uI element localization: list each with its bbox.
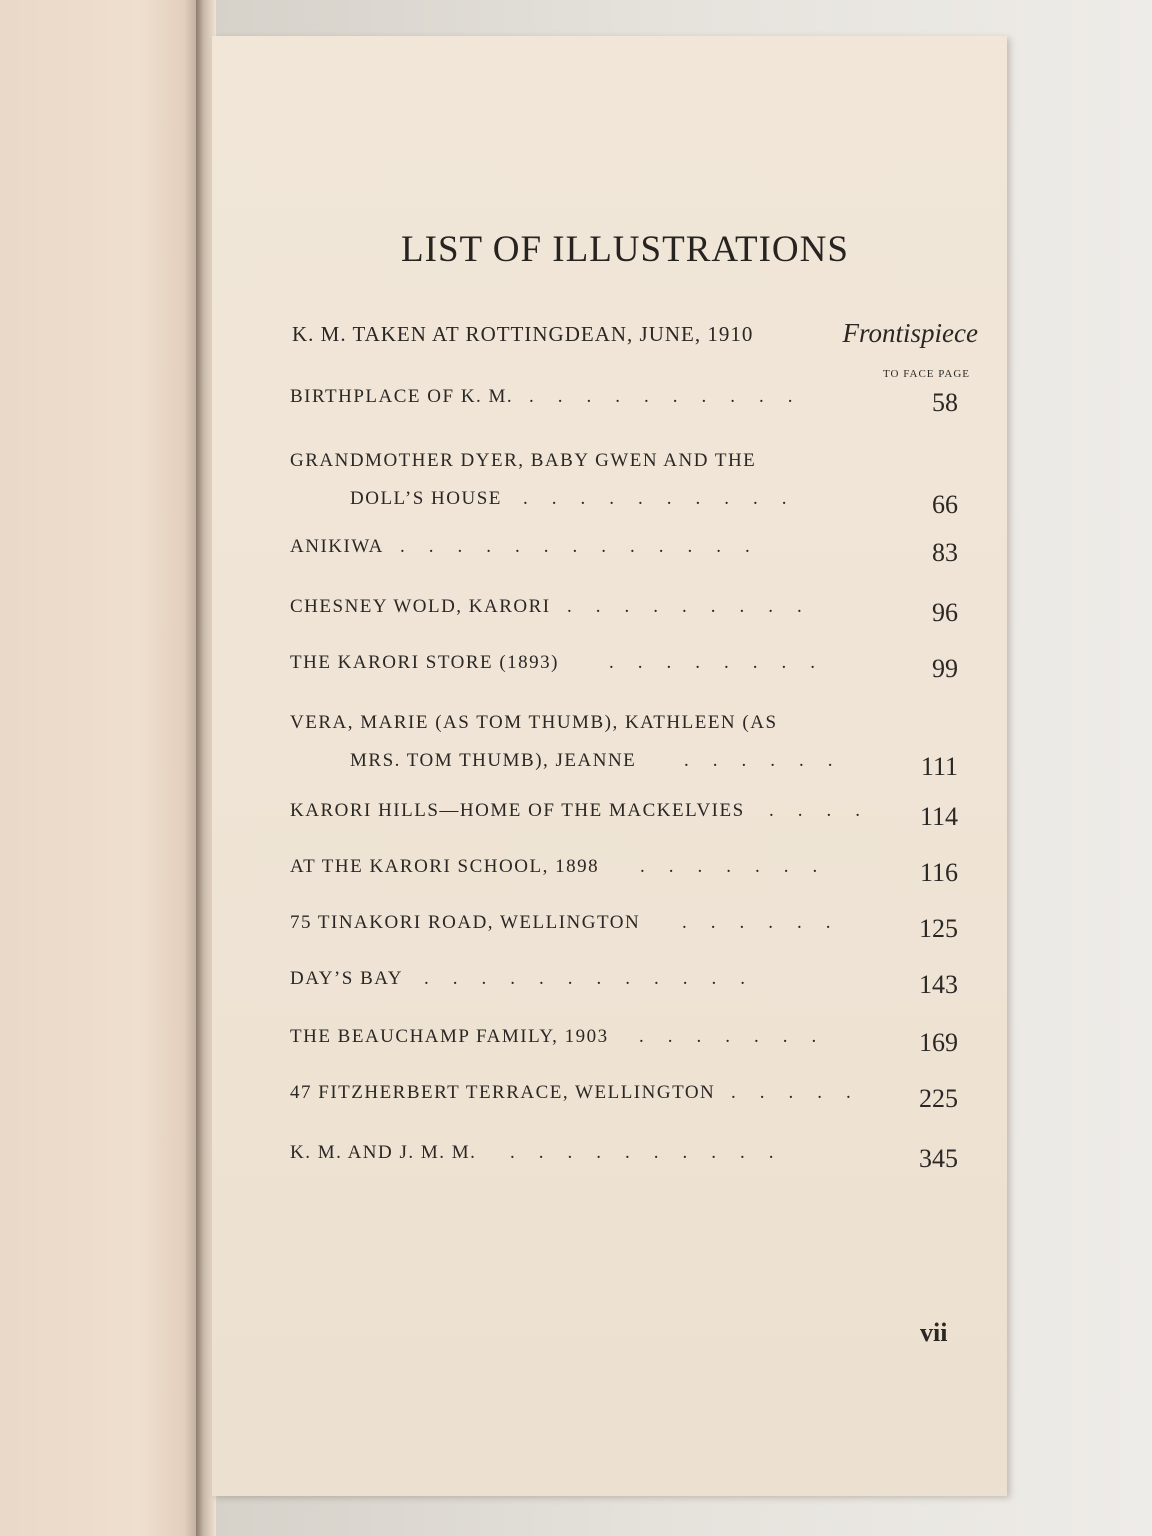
- entry-page-number: 125: [919, 914, 958, 943]
- list-item: [290, 450, 970, 526]
- dot-leader: ..........: [523, 488, 811, 509]
- entry-caption: 75 TINAKORI ROAD, WELLINGTON: [290, 912, 641, 933]
- entry-page-number: 116: [919, 858, 958, 887]
- page-title: LIST OF ILLUSTRATIONS: [401, 229, 849, 270]
- dot-leader: .......: [639, 1026, 841, 1047]
- left-page-edge: [0, 0, 200, 1536]
- entry-page-number: 58: [932, 388, 958, 417]
- dot-leader: ....: [769, 800, 884, 821]
- entry-page-number: 111: [920, 752, 958, 781]
- list-item: [290, 386, 970, 424]
- entry-page-number: 99: [932, 654, 958, 683]
- frontispiece-label: Frontispiece: [842, 318, 978, 348]
- entry-caption: KARORI HILLS—HOME OF THE MACKELVIES: [290, 800, 745, 821]
- column-heading: TO FACE PAGE: [883, 368, 970, 380]
- list-item: [290, 652, 970, 690]
- entry-page-number: 114: [919, 802, 958, 831]
- entry-page-number: 169: [919, 1028, 958, 1057]
- entry-page-number: 225: [919, 1084, 958, 1113]
- entry-caption: THE BEAUCHAMP FAMILY, 1903: [290, 1026, 609, 1047]
- list-item: [290, 536, 970, 574]
- entry-page-number: 345: [919, 1144, 958, 1173]
- list-item: [290, 800, 970, 838]
- entry-caption: MRS. TOM THUMB), JEANNE: [350, 750, 637, 771]
- dot-leader: ............: [424, 968, 769, 989]
- list-item: [290, 856, 970, 894]
- frontispiece-entry: [292, 318, 978, 358]
- entry-caption: DOLL’S HOUSE: [350, 488, 502, 509]
- dot-leader: .......: [640, 856, 842, 877]
- entry-caption: GRANDMOTHER DYER, BABY GWEN AND THE: [290, 450, 757, 471]
- entry-caption: CHESNEY WOLD, KARORI: [290, 596, 551, 617]
- dot-leader: .....: [731, 1082, 875, 1103]
- list-item: [290, 912, 970, 950]
- dot-leader: .........: [567, 596, 826, 617]
- list-item: [290, 1026, 970, 1064]
- list-item: [290, 1082, 970, 1120]
- entry-page-number: 83: [932, 538, 958, 567]
- entry-caption: ANIKIWA: [290, 536, 384, 557]
- list-item: [290, 968, 970, 1006]
- dot-leader: ..........: [529, 386, 817, 407]
- dot-leader: ......: [682, 912, 855, 933]
- dot-leader: .............: [400, 536, 774, 557]
- entry-caption: K. M. AND J. M. M.: [290, 1142, 477, 1163]
- page-number: vii: [920, 1318, 948, 1347]
- dot-leader: ..........: [510, 1142, 798, 1163]
- dot-leader: ........: [609, 652, 839, 673]
- list-item: [290, 596, 970, 634]
- entry-caption: DAY’S BAY: [290, 968, 403, 989]
- entry-caption: BIRTHPLACE OF K. M.: [290, 386, 514, 407]
- entry-caption: 47 FITZHERBERT TERRACE, WELLINGTON: [290, 1082, 716, 1103]
- entry-caption: VERA, MARIE (AS TOM THUMB), KATHLEEN (AS: [290, 712, 778, 733]
- entry-caption: THE KARORI STORE (1893): [290, 652, 560, 673]
- entry-page-number: 66: [932, 490, 958, 519]
- list-item: [290, 712, 970, 788]
- list-item: [290, 1142, 970, 1180]
- entry-page-number: 96: [932, 598, 958, 627]
- frontispiece-caption: K. M. TAKEN AT ROTTINGDEAN, JUNE, 1910: [292, 322, 754, 346]
- dot-leader: ......: [684, 750, 857, 771]
- entry-caption: AT THE KARORI SCHOOL, 1898: [290, 856, 600, 877]
- entry-page-number: 143: [919, 970, 958, 999]
